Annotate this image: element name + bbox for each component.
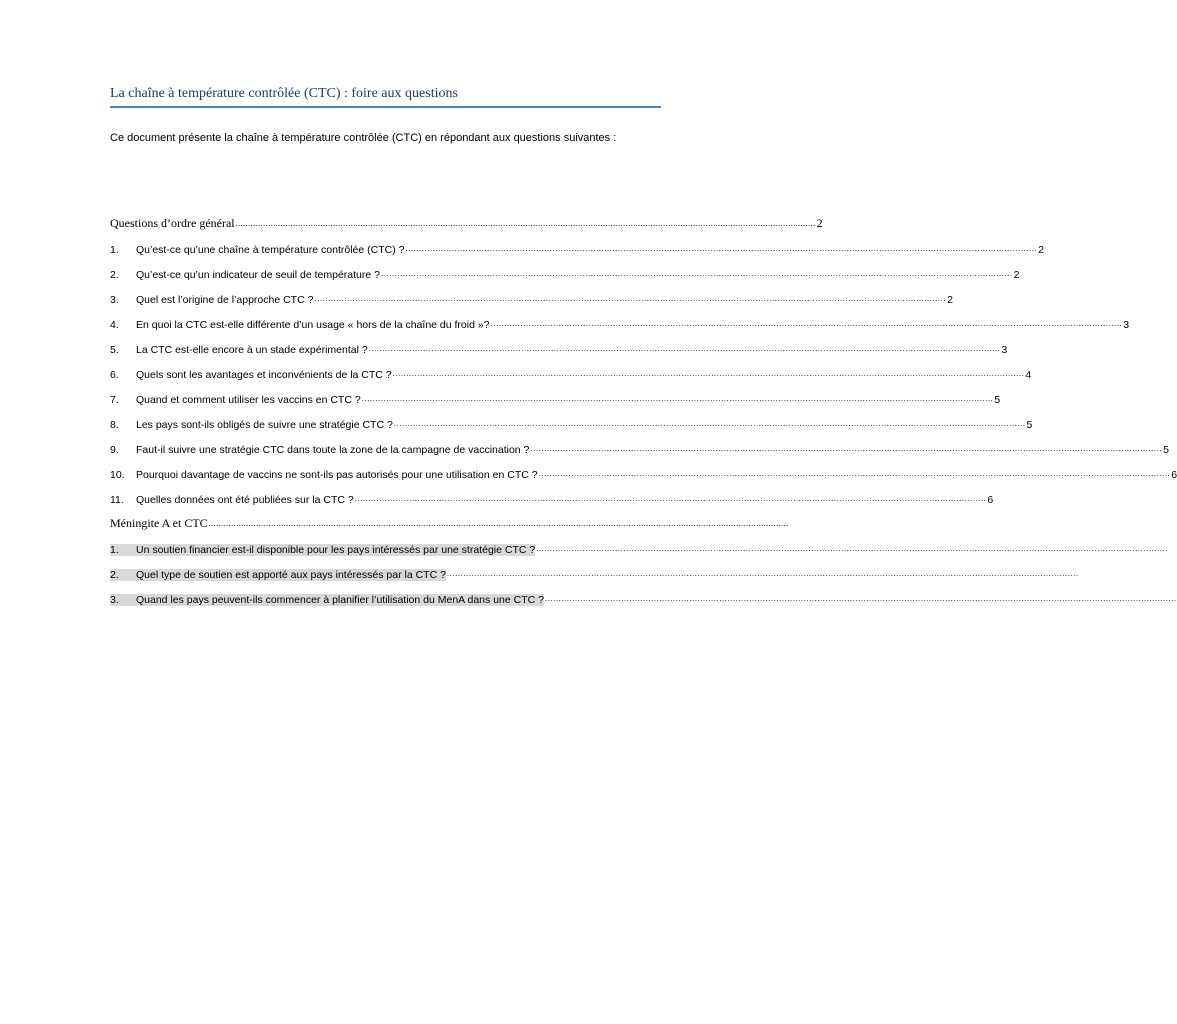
toc-entry-number: 3. bbox=[110, 594, 136, 606]
toc-leader-dots bbox=[209, 518, 789, 531]
toc-page-number: 4 bbox=[1025, 369, 1032, 381]
toc-leader-dots bbox=[362, 393, 994, 406]
toc-entry-number: 7. bbox=[110, 394, 119, 406]
toc-leader-dots bbox=[530, 443, 1162, 456]
toc-entry-text: La CTC est-elle encore à un stade expérimental ? bbox=[136, 344, 368, 356]
toc-entry[interactable] bbox=[110, 356, 1032, 381]
toc-entry-text: Quelles données ont été publiées sur la CTC ? bbox=[136, 494, 354, 506]
toc-leader-dots bbox=[369, 343, 1001, 356]
toc-entry[interactable] bbox=[110, 481, 994, 506]
toc-entry-text: En quoi la CTC est-elle différente d’un usage « hors de la chaîne du froid »? bbox=[136, 319, 490, 331]
toc-leader-dots bbox=[539, 468, 1171, 481]
toc-leader-dots bbox=[545, 593, 1177, 606]
toc-page-number: 2 bbox=[947, 294, 953, 306]
toc-entry[interactable] bbox=[110, 406, 1033, 431]
toc-entry-highlighted[interactable] bbox=[110, 531, 657, 556]
toc-page-number: 2 bbox=[816, 216, 823, 230]
toc-entry-text: Faut-il suivre une stratégie CTC dans toute la zone de la campagne de vaccination ? bbox=[136, 444, 530, 456]
toc-entry[interactable] bbox=[110, 256, 1020, 281]
toc-entry-highlighted[interactable] bbox=[110, 556, 657, 581]
toc-entry[interactable] bbox=[110, 456, 1177, 481]
toc-leader-dots bbox=[536, 543, 1168, 556]
toc-leader-dots bbox=[355, 493, 987, 506]
toc-entry-text: Pourquoi davantage de vaccins ne sont-ils pas autorisés pour une utilisation en CTC ? bbox=[136, 469, 538, 481]
toc-entry[interactable] bbox=[110, 431, 1169, 456]
toc-entry-text: Quand et comment utiliser les vaccins en CTC ? bbox=[136, 394, 361, 406]
toc-entry-text: Qu’est-ce qu’un indicateur de seuil de température ? bbox=[136, 269, 380, 281]
toc-leader-dots bbox=[314, 293, 946, 306]
toc-entry-number: 2. bbox=[110, 269, 119, 281]
toc-entry-number: 10. bbox=[110, 469, 125, 481]
toc-section-general[interactable] bbox=[110, 206, 823, 231]
toc-entry-number: 9. bbox=[110, 444, 119, 456]
toc-entry-number: 4. bbox=[110, 319, 119, 331]
toc-leader-dots bbox=[491, 318, 1123, 331]
toc-section-meningite[interactable] bbox=[110, 506, 657, 531]
toc-entry-number: 2. bbox=[110, 569, 136, 581]
toc-page-number: 3 bbox=[1001, 344, 1008, 356]
toc-entry-text: Un soutien financier est-il disponible pour les pays intéressés par une stratégie CTC ? bbox=[136, 544, 536, 556]
toc-entry-number: 3. bbox=[110, 294, 119, 306]
toc-page-number: 5 bbox=[994, 394, 1001, 406]
toc-section-label: Méningite A et CTC bbox=[110, 516, 208, 530]
toc-entry-text: Quel type de soutien est apporté aux pays intéressés par la CTC ? bbox=[136, 569, 446, 581]
toc-entry-highlighted[interactable] bbox=[110, 581, 657, 606]
toc-entry[interactable] bbox=[110, 231, 1044, 256]
toc-page-number: 2 bbox=[1038, 244, 1044, 256]
toc-entry-number: 5. bbox=[110, 344, 119, 356]
toc-entry[interactable] bbox=[110, 306, 1130, 331]
toc-entry-text: Quel est l’origine de l’approche CTC ? bbox=[136, 294, 314, 306]
toc-page-number: 6 bbox=[1171, 469, 1177, 481]
toc-page-number: 3 bbox=[1123, 319, 1130, 331]
toc-entry-number: 6. bbox=[110, 369, 119, 381]
toc-page-number: 6 bbox=[987, 494, 994, 506]
intro-paragraph: Ce document présente la chaîne à température contrôlée (CTC) en répondant aux questions suivantes : bbox=[110, 132, 617, 144]
toc-entry[interactable] bbox=[110, 281, 953, 306]
toc-leader-dots bbox=[394, 418, 1026, 431]
toc-entry-text: Quels sont les avantages et inconvénients de la CTC ? bbox=[136, 369, 392, 381]
toc-page-number: 2 bbox=[1013, 269, 1020, 281]
toc-section-label: Questions d’ordre général bbox=[110, 216, 235, 230]
toc-entry-number: 8. bbox=[110, 419, 119, 431]
toc-entry-text: Les pays sont-ils obligés de suivre une stratégie CTC ? bbox=[136, 419, 393, 431]
toc-entry-number: 1. bbox=[110, 544, 136, 556]
document-title: La chaîne à température contrôlée (CTC) : foire aux questions bbox=[110, 86, 661, 108]
toc-leader-dots bbox=[236, 218, 816, 231]
toc-page-number: 5 bbox=[1163, 444, 1169, 456]
toc-entry-number: 11. bbox=[110, 494, 124, 506]
toc-entry[interactable] bbox=[110, 331, 1008, 356]
table-of-contents bbox=[110, 206, 1177, 606]
toc-leader-dots bbox=[447, 568, 1079, 581]
toc-leader-dots bbox=[405, 243, 1037, 256]
toc-leader-dots bbox=[381, 268, 1013, 281]
toc-entry-text: Quand les pays peuvent-ils commencer à planifier l’utilisation du MenA dans une CTC ? bbox=[136, 594, 544, 606]
toc-leader-dots bbox=[393, 368, 1025, 381]
toc-entry-text: Qu’est-ce qu’une chaîne à température contrôlée (CTC) ? bbox=[136, 244, 405, 256]
toc-entry-number: 1. bbox=[110, 244, 119, 256]
toc-page-number: 5 bbox=[1026, 419, 1033, 431]
toc-entry[interactable] bbox=[110, 381, 1001, 406]
